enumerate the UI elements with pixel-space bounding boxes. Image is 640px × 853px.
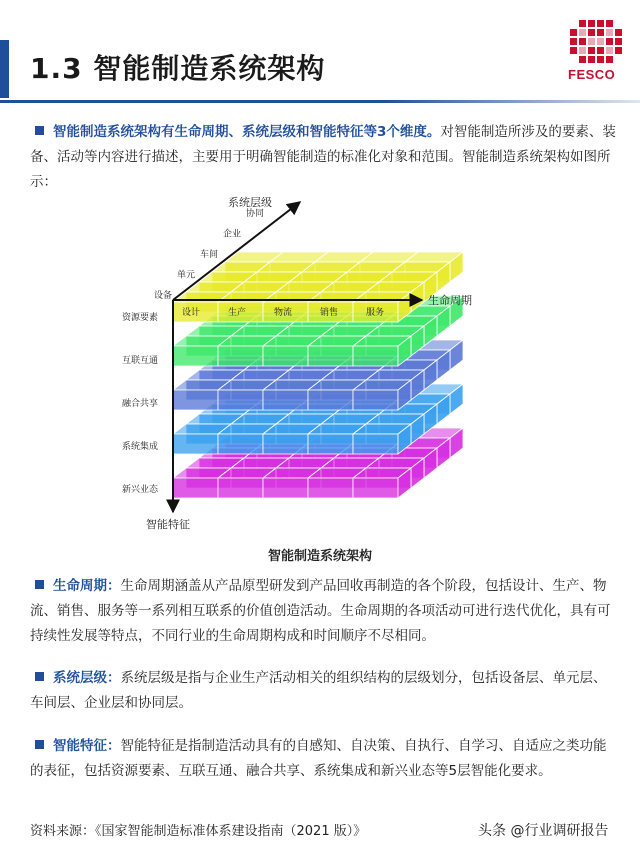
system-level-label: 企业 [223,229,242,240]
fesco-logo [568,20,624,82]
layer-front-tile [173,434,218,454]
figure-caption: 智能制造系统架构 [267,549,372,564]
section-system-level [30,666,618,716]
section-lifecycle-label: 生命周期： [53,578,121,594]
layer-front-tile [173,478,218,498]
layer-front-tile [353,346,398,366]
intelligence-axis-label: 智能特征 [146,518,190,530]
system-level-label: 协同 [246,209,265,219]
layer-front-tile [218,346,263,366]
header-divider [0,100,640,103]
layer-front-tile [263,390,308,410]
intelligence-label: 融合共享 [122,399,159,409]
section-system-level-text: 系统层级是指与企业生产活动相关的组织结构的层级划分，包括设备层、单元层、车间层、企业层和协同层。 [30,670,607,711]
cube-layers [173,252,463,498]
layer-front-tile [263,346,308,366]
bullet-icon [35,580,44,589]
intelligence-label: 资源要素 [122,313,159,323]
layer-front-tile [308,390,353,410]
system-level-label: 车间 [200,250,219,260]
bullet-icon [35,672,44,681]
section-intelligence-text: 智能特征是指制造活动具有的自感知、自决策、自执行、自学习、自适应之类功能的表征，包括资源要素、互联互通、融合共享、系统集成和新兴业态等5层智能化要求。 [30,738,607,779]
layer-front-tile [353,390,398,410]
layer-front-tile [263,478,308,498]
lifecycle-label: 销售 [320,308,339,318]
section-lifecycle [30,574,618,649]
system-level-label: 设备 [154,291,173,301]
bullet-icon [35,126,44,135]
lifecycle-label: 服务 [366,308,385,318]
layer-front-tile [308,478,353,498]
layer-front-tile [173,346,218,366]
layer-front-tile [218,478,263,498]
title-accent-bar [0,40,9,98]
system-level-label: 单元 [177,270,196,281]
intelligence-label: 互联互通 [122,356,159,366]
section-intelligence [30,734,618,784]
section-lifecycle-text: 生命周期涵盖从产品原型研发到产品回收再制造的各个阶段，包括设计、生产、物流、销售、服务等一系列相互联系的价值创造活动。生命周期的各项活动可进行迭代优化，具有可持续性发展等特点，不同行业的生命周期构成和时间顺序不尽相同。 [30,578,611,644]
logo-mark [570,20,624,63]
bullet-icon [35,740,44,749]
lifecycle-label: 生产 [228,308,247,318]
lifecycle-label: 物流 [274,308,293,318]
intro-highlight: 智能制造系统架构有生命周期、系统层级和智能特征等3个维度。 [53,124,441,140]
layer-front-tile [353,434,398,454]
system-level-axis-label: 系统层级 [228,196,272,209]
source-note: 资料来源：《国家智能制造标准体系建设指南（2021 版）》 [30,824,367,839]
lifecycle-label: 设计 [182,308,201,318]
intro-paragraph [30,120,618,195]
layer-front-tile [173,390,218,410]
section-system-level-label: 系统层级： [53,670,121,686]
architecture-diagram [110,190,530,530]
watermark: 头条 @行业调研报告 [478,823,609,839]
lifecycle-axis-label: 生命周期 [428,294,472,307]
logo-text: FESCO [568,67,616,82]
layer-front-tile [218,390,263,410]
intro-text: 对智能制造所涉及的要素、装备、活动等内容进行描述，主要用于明确智能制造的标准化对象和范围。智能制造系统架构如图所示： [30,124,616,190]
page-title: 1.3 智能制造系统架构 [30,52,326,85]
layer-front-tile [263,434,308,454]
section-intelligence-label: 智能特征： [53,738,121,754]
intelligence-label: 系统集成 [122,442,159,452]
layer-front-tile [218,434,263,454]
layer-front-tile [308,434,353,454]
layer-front-tile [353,478,398,498]
layer-front-tile [308,346,353,366]
intelligence-label: 新兴业态 [122,485,159,495]
